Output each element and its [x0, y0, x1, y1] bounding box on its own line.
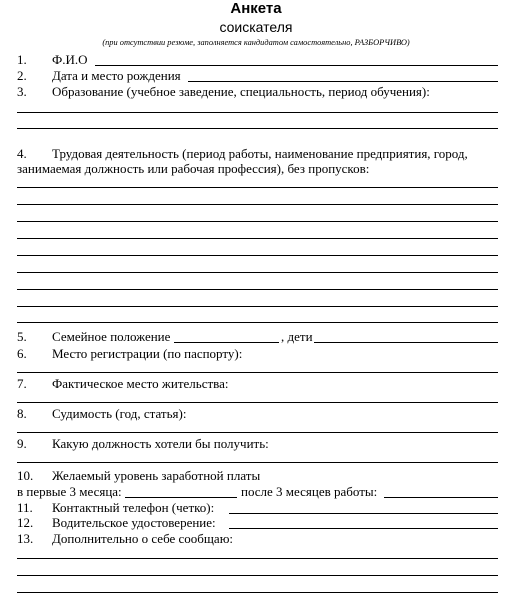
item-12-label: Водительское удостоверение: — [52, 515, 216, 530]
item-5-children-line[interactable] — [314, 342, 498, 343]
item-4-answer-line[interactable] — [17, 255, 498, 256]
form-subtitle: соискателя — [219, 19, 293, 35]
item-11-label: Контактный телефон (четко): — [52, 500, 215, 515]
item-13-answer-line[interactable] — [17, 575, 498, 576]
item-13-label: Дополнительно о себе сообщаю: — [52, 531, 234, 546]
item-5-label: Семейное положение — [52, 329, 171, 344]
item-12-number: 12. — [17, 515, 34, 530]
item-13-answer-line[interactable] — [17, 592, 498, 593]
item-10-label: Желаемый уровень заработной платы — [52, 468, 261, 483]
item-5-marital-status-line[interactable] — [174, 342, 279, 343]
item-4-answer-line[interactable] — [17, 204, 498, 205]
item-7-label: Фактическое место жительства: — [52, 376, 229, 391]
item-8-number: 8. — [17, 406, 27, 421]
item-4-number: 4. — [17, 146, 27, 161]
item-5-number: 5. — [17, 329, 27, 344]
item-2-label: Дата и место рождения — [52, 68, 181, 83]
item-1-answer-line[interactable] — [95, 65, 498, 66]
item-10-first-months-line[interactable] — [125, 497, 237, 498]
item-6-label: Место регистрации (по паспорту): — [52, 346, 243, 361]
item-12-answer-line[interactable] — [229, 528, 498, 529]
item-13-answer-line[interactable] — [17, 558, 498, 559]
item-1-number: 1. — [17, 52, 27, 67]
item-10-after-months-line[interactable] — [384, 497, 498, 498]
item-6-answer-line[interactable] — [17, 372, 498, 373]
item-4-answer-line[interactable] — [17, 306, 498, 307]
item-13-number: 13. — [17, 531, 34, 546]
item-9-answer-line[interactable] — [17, 462, 498, 463]
item-4-answer-line[interactable] — [17, 187, 498, 188]
item-4-answer-line[interactable] — [17, 289, 498, 290]
item-4-answer-line[interactable] — [17, 322, 498, 323]
item-3-number: 3. — [17, 84, 27, 99]
item-8-label: Судимость (год, статья): — [52, 406, 187, 421]
item-6-number: 6. — [17, 346, 27, 361]
item-4-label: Трудовая деятельность (период работы, наименование предприятия, город, — [52, 146, 468, 161]
item-11-number: 11. — [17, 500, 33, 515]
item-3-answer-line[interactable] — [17, 112, 498, 113]
item-7-answer-line[interactable] — [17, 402, 498, 403]
item-4-answer-line[interactable] — [17, 238, 498, 239]
form-instruction-note: (при отсутствии резюме, заполняется кандидатом самостоятельно, РАЗБОРЧИВО) — [102, 38, 410, 47]
item-3-label: Образование (учебное заведение, специальность, период обучения): — [52, 84, 430, 99]
item-4-label-continued: занимаемая должность или рабочая профессия), без пропусков: — [17, 161, 370, 176]
item-2-answer-line[interactable] — [188, 81, 498, 82]
item-4-answer-line[interactable] — [17, 272, 498, 273]
item-1-label: Ф.И.О — [52, 52, 88, 67]
item-10-after-months-label: после 3 месяцев работы: — [241, 484, 378, 499]
item-10-first-months-label: в первые 3 месяца: — [17, 484, 122, 499]
item-9-number: 9. — [17, 436, 27, 451]
form-title: Анкета — [230, 0, 282, 17]
item-3-answer-line[interactable] — [17, 128, 498, 129]
item-9-label: Какую должность хотели бы получить: — [52, 436, 269, 451]
item-5-children-label: , дети — [281, 329, 313, 344]
item-2-number: 2. — [17, 68, 27, 83]
item-8-answer-line[interactable] — [17, 432, 498, 433]
item-11-answer-line[interactable] — [229, 513, 498, 514]
item-7-number: 7. — [17, 376, 27, 391]
item-10-number: 10. — [17, 468, 34, 483]
item-4-answer-line[interactable] — [17, 221, 498, 222]
